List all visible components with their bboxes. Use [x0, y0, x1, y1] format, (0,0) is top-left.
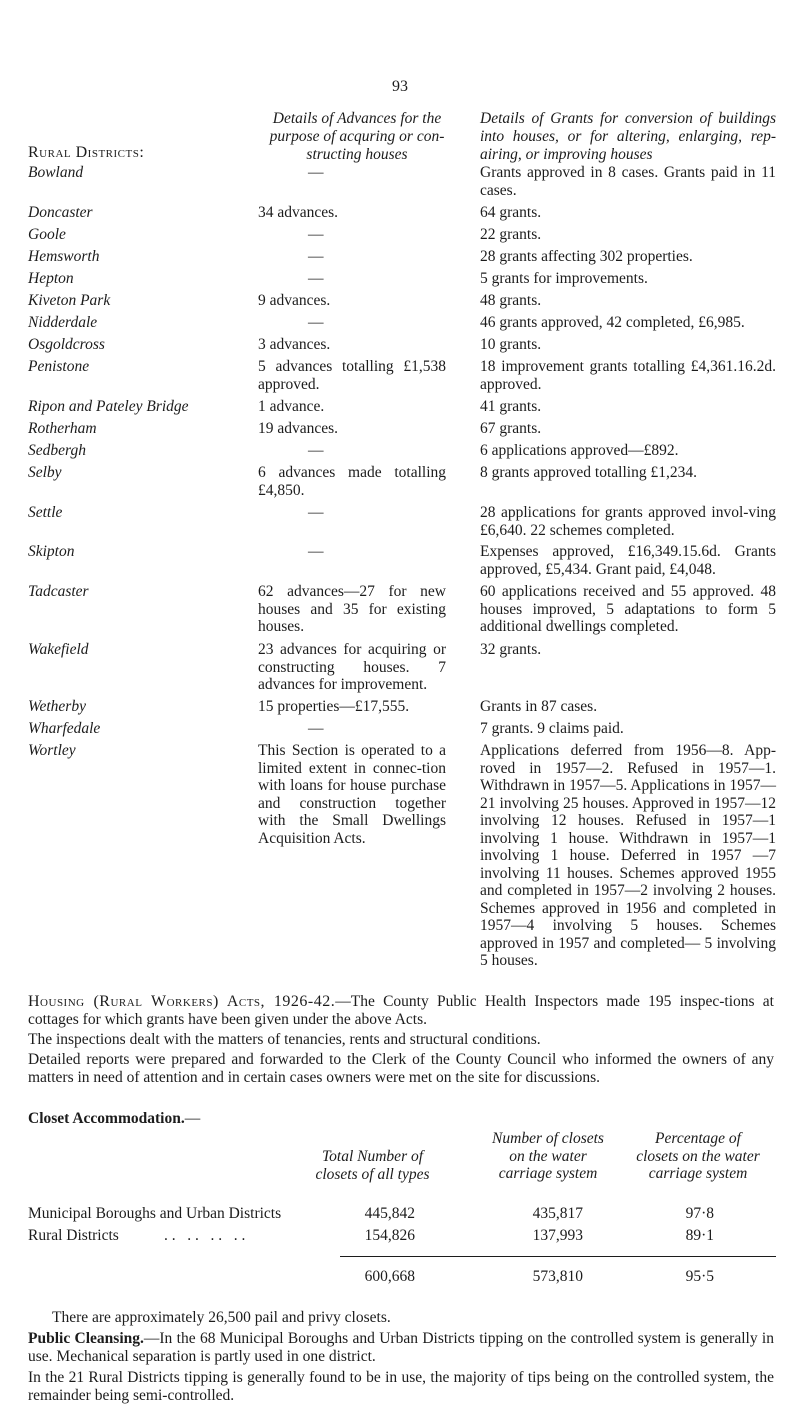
- district-name: Settle: [28, 504, 63, 521]
- grants-cell: 28 applications for grants approved invol-ving £6,640. 22 schemes completed.: [480, 504, 776, 539]
- advances-cell: 23 advances for acquiring or constructing houses. 7 advances for improvement.: [258, 641, 446, 693]
- district-name: Sedbergh: [28, 442, 86, 459]
- water-carriage-closets: 435,817: [532, 1205, 583, 1222]
- total-closets: 154,826: [364, 1227, 415, 1244]
- grants-cell: 28 grants affecting 302 properties.: [480, 248, 693, 265]
- district-name: Doncaster: [28, 204, 93, 221]
- grants-cell: Grants in 87 cases.: [480, 698, 598, 715]
- district-name: Skipton: [28, 543, 75, 560]
- water-carriage-closets: 137,993: [532, 1227, 583, 1244]
- advances-cell: —: [308, 248, 324, 265]
- grants-column-heading: Details of Grants for conversion of buildings into houses, or for altering, enlarging, rep-airing, or improving houses: [480, 110, 776, 163]
- housing-paragraph: [28, 993, 774, 1028]
- water-carriage-percentage: 97·8: [685, 1205, 714, 1222]
- district-name: Nidderdale: [28, 314, 98, 331]
- advances-cell: 15 properties—£17,555.: [258, 698, 410, 715]
- district-name: Wharfedale: [28, 720, 101, 737]
- column-header-water: Number of closets on the water carriage system: [492, 1130, 604, 1182]
- district-name: Wortley: [28, 742, 76, 759]
- grants-cell: 41 grants.: [480, 398, 542, 415]
- advances-cell: —: [308, 164, 324, 181]
- advances-cell: 62 advances—27 for new houses and 35 for existing houses.: [258, 583, 446, 635]
- district-name: Selby: [28, 464, 62, 481]
- grants-cell: 5 grants for improvements.: [480, 270, 648, 287]
- row-leader-dots: . . . . . . . .: [164, 1227, 246, 1244]
- grants-cell: 46 grants approved, 42 completed, £6,985.: [480, 314, 745, 331]
- advances-cell: 19 advances.: [258, 420, 339, 437]
- district-name: Hemsworth: [28, 248, 100, 265]
- advances-column-heading: Details of Advances for the purpose of acquring or con-structing houses: [269, 110, 445, 163]
- row-label: Rural Districts: [28, 1227, 119, 1244]
- water-carriage-percentage: 89·1: [685, 1227, 714, 1244]
- grants-cell: 64 grants.: [480, 204, 542, 221]
- column-header-total: Total Number of closets of all types: [315, 1148, 430, 1183]
- advances-cell: —: [308, 442, 324, 459]
- grants-cell: Applications deferred from 1956—8. App-roved in 1957—2. Refused in 1957—1. Withdrawn in 1957—5. Applications in 1957—21 involving 25 houses. Approved in 1957—12 involving 12 houses. Refused in 1957—1 involving 1 house. Withdrawn in 1957—1 involving 1 house. Deferred in 1957 —7 involving 11 houses. Schemes approved 1955 and completed in 1957—2 involving 2 houses. Schemes approved in 1956 and completed in 1957—4 involving 5 houses. Schemes approved in 1957 and completed— 5 involving 5 houses.: [480, 742, 776, 969]
- advances-cell: —: [308, 226, 324, 243]
- advances-cell: 9 advances.: [258, 292, 331, 309]
- advances-cell: This Section is operated to a limited extent in connec-tion with loans for house purchase and construction together with the Small Dwellings Acquisition Acts.: [258, 742, 446, 847]
- grants-cell: Expenses approved, £16,349.15.6d. Grants approved, £5,434. Grant paid, £4,048.: [480, 543, 776, 578]
- cleansing-text: —In the 68 Municipal Boroughs and Urban Districts tipping on the controlled system is generally in use. Mechanical separation is partly used in one district.: [28, 1330, 774, 1365]
- district-name: Wakefield: [28, 641, 89, 658]
- grants-cell: 10 grants.: [480, 336, 542, 353]
- district-name: Kiveton Park: [28, 292, 111, 309]
- rural-tipping-paragraph: In the 21 Rural Districts tipping is generally found to be in use, the majority of tips being on the controlled system, the remainder being semi-controlled.: [28, 1369, 774, 1404]
- grants-cell: 6 applications approved—£892.: [480, 442, 679, 459]
- column-header-percentage: Percentage of closets on the water carriage system: [636, 1130, 760, 1182]
- grants-cell: 22 grants.: [480, 226, 542, 243]
- grants-cell: 48 grants.: [480, 292, 542, 309]
- district-name: Ripon and Pateley Bridge: [28, 398, 189, 415]
- advances-cell: 34 advances.: [258, 204, 339, 221]
- grants-cell: Grants approved in 8 cases. Grants paid in 11 cases.: [480, 164, 776, 199]
- advances-cell: —: [308, 314, 324, 331]
- housing-text: —The County Public Health Inspectors made 195 inspec-tions at cottages for which grants have been given under the above Acts.: [28, 993, 774, 1028]
- reports-paragraph: Detailed reports were prepared and forwarded to the Clerk of the County Council who informed the owners of any matters in need of attention and in certain cases owners were met on the site for discussions.: [28, 1051, 774, 1086]
- grants-cell: 60 applications received and 55 approved. 48 houses improved, 5 adaptations to form 5 additional dwellings completed.: [480, 583, 776, 635]
- cleansing-heading: Public Cleansing.: [28, 1330, 144, 1347]
- row-label: Municipal Boroughs and Urban Districts: [28, 1205, 282, 1222]
- advances-cell: —: [308, 543, 324, 560]
- grants-cell: 7 grants. 9 claims paid.: [480, 720, 624, 737]
- grants-cell: 8 grants approved totalling £1,234.: [480, 464, 697, 481]
- public-cleansing-paragraph: [28, 1330, 774, 1365]
- water-carriage-sum: 573,810: [532, 1268, 583, 1285]
- district-name: Tadcaster: [28, 583, 89, 600]
- district-name: Rotherham: [28, 420, 97, 437]
- district-name: Bowland: [28, 164, 84, 181]
- advances-cell: 1 advance.: [258, 398, 325, 415]
- inspections-paragraph: The inspections dealt with the matters of tenancies, rents and structural conditions.: [28, 1031, 541, 1048]
- housing-heading: Housing (Rural Workers) Acts, 1926-42.: [28, 993, 336, 1010]
- pail-closets-sentence: There are approximately 26,500 pail and privy closets.: [52, 1309, 391, 1326]
- total-closets-sum: 600,668: [364, 1268, 415, 1285]
- advances-cell: —: [308, 720, 324, 737]
- advances-cell: 3 advances.: [258, 336, 331, 353]
- page-number: 93: [392, 78, 408, 95]
- district-name: Osgoldcross: [28, 336, 105, 353]
- advances-cell: —: [308, 504, 324, 521]
- closet-heading-dash: —: [184, 1110, 201, 1127]
- rural-districts-heading: Rural Districts:: [28, 144, 145, 161]
- advances-cell: 5 advances totalling £1,538 approved.: [258, 358, 446, 393]
- district-name: Wetherby: [28, 698, 86, 715]
- district-name: Penistone: [28, 358, 90, 375]
- district-name: Hepton: [28, 270, 74, 287]
- closet-heading: Closet Accommodation.: [28, 1110, 185, 1127]
- grants-cell: 18 improvement grants totalling £4,361.16.2d. approved.: [480, 358, 776, 393]
- grants-cell: 67 grants.: [480, 420, 542, 437]
- advances-cell: 6 advances made totalling £4,850.: [258, 464, 446, 499]
- district-name: Goole: [28, 226, 66, 243]
- overall-percentage: 95·5: [685, 1268, 714, 1285]
- grants-cell: 32 grants.: [480, 641, 542, 658]
- total-rule: [340, 1256, 776, 1257]
- closet-heading-line: [28, 1110, 774, 1128]
- advances-cell: —: [308, 270, 324, 287]
- total-closets: 445,842: [364, 1205, 415, 1222]
